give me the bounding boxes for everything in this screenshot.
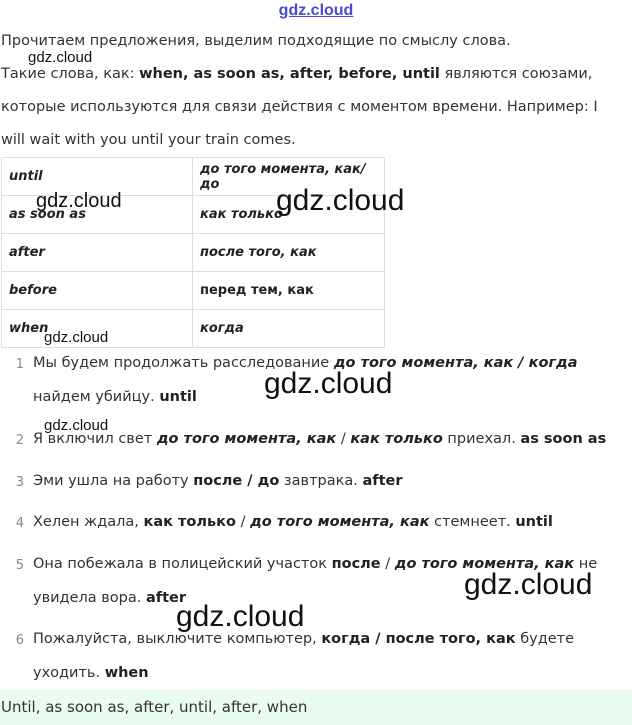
exercise-number: 4 (15, 516, 24, 531)
exercise-answer: as soon as (520, 431, 607, 447)
table-cell-ru: когда (193, 310, 385, 348)
exercise-answer: until (159, 389, 197, 405)
exercise-number: 2 (15, 433, 24, 448)
watermark: gdz.cloud (264, 367, 393, 400)
table-cell-en: after (2, 234, 193, 272)
table-cell-ru: после того, как (193, 234, 385, 272)
exercise-number: 1 (15, 357, 24, 372)
table-cell-en: before (2, 272, 193, 310)
exercise-1-line-2: найдем убийцу. until (33, 389, 197, 405)
exercise-number: 3 (15, 475, 24, 490)
exercise-1: Мы будем продолжать расследование до того момента, как / когда (33, 355, 578, 371)
exercise-answer: until (515, 514, 553, 530)
table-cell-en: as soon as (2, 196, 193, 234)
watermark: gdz.cloud (36, 190, 122, 212)
final-answer: Until, as soon as, after, until, after, when (1, 698, 308, 716)
exercise-6: Пожалуйста, выключите компьютер, когда / после того, как будете (33, 631, 575, 647)
exercise-number: 6 (15, 633, 24, 648)
exercise-6-line-2: уходить. when (33, 665, 149, 681)
watermark: gdz.cloud (176, 600, 305, 633)
watermark: gdz.cloud (28, 49, 93, 66)
exercise-5-line-2: увидела вора. after (33, 590, 186, 606)
table-cell-en: until (2, 158, 193, 196)
exercise-answer: after (362, 473, 403, 489)
watermark: gdz.cloud (44, 329, 109, 346)
intro-line-3: которые используются для связи действия с моментом времени. Например: I (1, 99, 598, 115)
exercise-5: Она побежала в полицейский участок после / до того момента, как не (33, 556, 598, 572)
table-cell-ru: как только (193, 196, 385, 234)
intro-conjunctions: when, as soon as, after, before, until (139, 66, 440, 82)
site-header: gdz.cloud (278, 2, 354, 19)
intro-line-2-pre: Такие слова, как: (1, 66, 140, 82)
table-cell-ru: до того момента, как/до (193, 158, 385, 196)
exercise-4: Хелен ждала, как только / до того момента, как стемнеет. until (33, 514, 553, 530)
exercise-3: Эми ушла на работу после / до завтрака. after (33, 473, 403, 489)
exercise-answer: when (104, 665, 149, 681)
watermark: gdz.cloud (464, 568, 593, 601)
intro-line-4: will wait with you until your train comes. (1, 132, 296, 148)
intro-line-2-post: являются союзами, (439, 66, 593, 82)
watermark: gdz.cloud (44, 417, 109, 434)
watermark: gdz.cloud (276, 184, 405, 217)
table-cell-en: when (2, 310, 193, 348)
table-row (2, 272, 385, 310)
table-cell-ru: перед тем, как (193, 272, 385, 310)
intro-line-1: Прочитаем предложения, выделим подходящие по смыслу слова. (1, 33, 511, 49)
exercise-number: 5 (15, 558, 24, 573)
exercise-2: Я включил свет до того момента, как / как только приехал. as soon as (33, 431, 607, 447)
table-row (2, 234, 385, 272)
intro-line-2 (1, 66, 592, 82)
exercise-answer: after (145, 590, 186, 606)
